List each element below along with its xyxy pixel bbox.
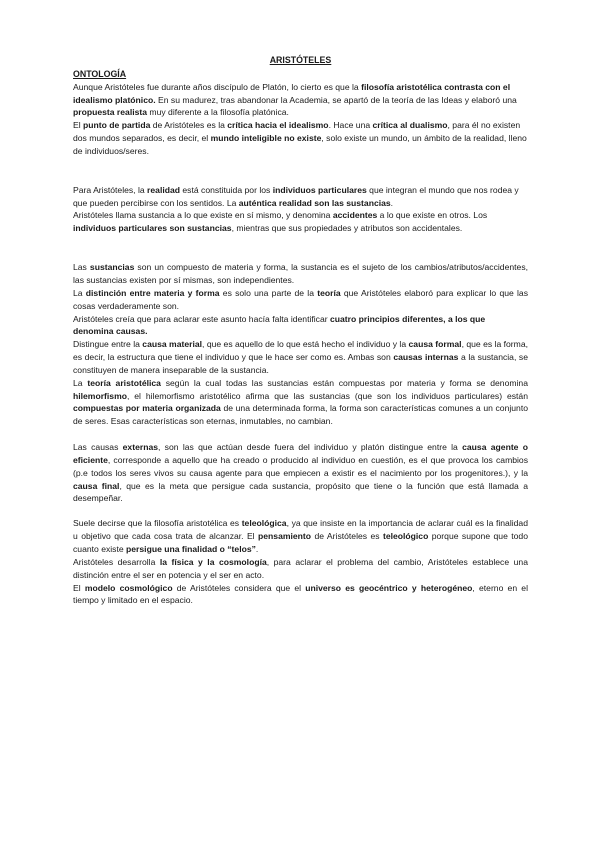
bold-text: causas internas	[393, 352, 459, 363]
bold-text: causa agente o eficiente	[73, 442, 528, 465]
text-run: , que es aquello de lo que está hecho el individuo y la	[202, 339, 409, 350]
paragraph	[73, 441, 528, 505]
text-run: . Hace una	[328, 120, 373, 131]
text-run: de Aristóteles considera que el	[172, 582, 306, 593]
text-run: La	[73, 377, 88, 388]
text-run: Aunque Aristóteles fue durante años discípulo de Platón, lo cierto es que la	[73, 81, 362, 92]
bold-text: individuos particulares	[272, 184, 367, 195]
paragraph	[73, 517, 528, 556]
text-run: que integran el mundo que nos rodea y que pueden percibirse con los sentidos. La	[73, 184, 519, 208]
document-page	[73, 54, 528, 607]
text-run: Aristóteles llama sustancia a lo que existe en sí mismo, y denomina	[73, 210, 333, 221]
bold-text: hilemorfismo	[73, 390, 127, 401]
paragraph	[73, 338, 528, 377]
text-run: Aristóteles desarrolla	[73, 556, 160, 567]
paragraph	[73, 184, 528, 210]
paragraph-gap	[73, 505, 528, 517]
bold-text: teoría	[317, 287, 341, 298]
text-run: a la sustancia, se constituyen de manera inseparable de la sustancia.	[73, 352, 528, 375]
paragraph-gap	[73, 171, 528, 184]
bold-text: distinción entre materia y forma	[85, 287, 220, 298]
text-run: , solo existe un mundo, un ámbito de la realidad, lleno de individuos/seres.	[73, 133, 527, 156]
text-run: .	[390, 197, 394, 208]
text-run: Para Aristóteles, la	[73, 184, 148, 195]
text-run: El	[73, 582, 85, 593]
text-run: , mientras que sus propiedades y atributos son accidentales.	[231, 223, 463, 234]
text-run: porque supone que todo cuanto existe	[73, 531, 528, 554]
bold-text: universo es geocéntrico y heterogéneo	[305, 582, 473, 593]
paragraph	[73, 261, 528, 287]
text-run: de Aristóteles es	[311, 531, 383, 542]
text-run: Las causas	[73, 442, 123, 453]
bold-text: compuestas por materia organizada	[73, 403, 221, 414]
paragraph-gap	[73, 235, 528, 248]
bold-text: pensamiento	[258, 531, 312, 542]
paragraph	[73, 287, 528, 313]
document-title: ARISTÓTELES	[269, 55, 332, 65]
bold-text: teleológico	[382, 531, 429, 542]
text-run: , corresponde a aquello que ha creado o producido al individuo en cuestión, es el que provoca los cambios (p.e todos los seres vivos su causa agente para que empiecen a existir es el nacimiento por los progenitores.), y la	[73, 454, 528, 478]
text-run: , son las que actúan desde fuera del individuo y platón distingue entre la	[158, 442, 463, 453]
text-run: , para aclarar el problema del cambio, Aristóteles establece una distinción entre el ser en potencia y el ser en acto.	[73, 556, 528, 580]
text-run: El	[73, 120, 84, 131]
text-run: Distingue entre la	[73, 339, 143, 350]
text-run: , que es la forma, es decir, la estructura que tiene el individuo y que le hace ser como es. Ambas son	[73, 339, 528, 363]
bold-text: punto de partida	[83, 120, 151, 131]
bold-text: filosofía aristotélica contrasta con el idealismo platónico.	[73, 81, 511, 105]
paragraph-gap	[73, 248, 528, 261]
bold-text: la física y la cosmología	[159, 556, 267, 567]
bold-text: modelo cosmológico	[84, 582, 173, 593]
text-run: muy diferente a la filosofía platónica.	[147, 107, 289, 118]
bold-text: mundo inteligible no existe	[210, 133, 322, 144]
bold-text: externas	[122, 442, 159, 453]
bold-text: causa formal	[408, 339, 462, 350]
bold-text: teoría aristotélica	[87, 377, 161, 388]
bold-text: causa material	[142, 339, 203, 350]
bold-text: accidentes	[332, 210, 378, 221]
paragraph-gap	[73, 428, 528, 441]
bold-text: cuatro principios diferentes, a los que denomina causas.	[73, 313, 486, 337]
text-run: que Aristóteles elaboró para explicar lo que las cosas verdaderamente son.	[73, 287, 528, 311]
text-run: En su madurez, tras abandonar la Academia, se apartó de la teoría de las Ideas y elaboró una	[155, 94, 517, 105]
text-run: Aristóteles creía que para aclarar este asunto hacía falta identificar	[73, 313, 330, 324]
text-run: está constituida por los	[180, 184, 273, 195]
bold-text: persigue una finalidad o “telos”	[126, 544, 256, 554]
text-run: a lo que existe en otros. Los	[377, 210, 488, 221]
text-run: Suele decirse que la filosofía aristotélica es	[73, 518, 242, 529]
bold-text: teleológica	[241, 518, 287, 529]
bold-text: crítica al dualismo	[372, 120, 448, 131]
paragraph	[73, 81, 528, 120]
paragraph	[73, 582, 528, 608]
paragraph	[73, 119, 528, 158]
text-run: de una determinada forma, la forma son características comunes a un conjunto de seres. Esas características son eternas, inmutables, no cambian.	[73, 403, 529, 427]
text-run: según la cual todas las sustancias están compuestas por materia y forma se denomina	[160, 377, 528, 388]
text-run: La	[73, 287, 86, 298]
bold-text: sustancias	[89, 262, 135, 273]
text-run: , que es la meta que persigue cada sustancia, propósito que tiene o la función que está llamada a desempeñar.	[73, 480, 529, 504]
paragraph	[73, 556, 528, 582]
bold-text: crítica hacia el idealismo	[227, 120, 329, 131]
text-run: Las	[73, 262, 90, 273]
paragraph	[73, 209, 528, 235]
text-run: , eterno en el tiempo y limitado en el espacio.	[73, 582, 528, 606]
bold-text: causa final	[73, 480, 120, 491]
text-run: de Aristóteles es la	[150, 120, 228, 131]
bold-text: realidad	[147, 184, 181, 195]
text-run: , ya que insiste en la importancia de aclarar cuál es la finalidad u objetivo que cada cosa trata de alcanzar. El	[73, 518, 528, 542]
section-heading: ONTOLOGÍA	[73, 68, 127, 79]
text-run: son un compuesto de materia y forma, la sustancia es el sujeto de los cambios/atributos/accidentes, las sustancias existen por sí mismas, son independientes.	[73, 262, 528, 285]
text-run: , para él no existen dos mundos separados, es decir, el	[73, 120, 521, 144]
paragraph	[73, 377, 528, 428]
bold-text: propuesta realista	[73, 107, 148, 118]
text-run: es solo una parte de la	[219, 287, 318, 298]
paragraph	[73, 313, 528, 339]
text-run: .	[255, 544, 259, 554]
paragraph-gap	[73, 158, 528, 171]
text-run: , el hilemorfismo aristotélico afirma que las sustancias (que son los individuos particulares) están	[126, 390, 528, 401]
bold-text: individuos particulares son sustancias	[73, 223, 232, 234]
bold-text: auténtica realidad son las sustancias	[238, 197, 391, 208]
